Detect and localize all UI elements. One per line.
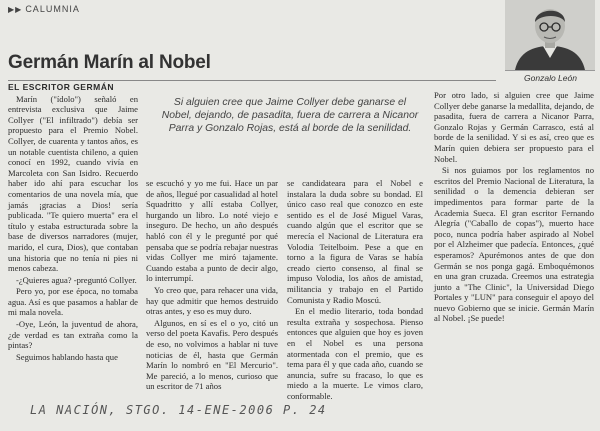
- paragraph: Algunos, en sí es el o yo, citó un verso del poeta Kavafis. Pero después de eso, no volvimos a hablar ni tuve noticias de él, hasta que Germán Marín lo nombró en "El Mercurio". Me pareció, a lo menos, curioso que un escritor de 71 años: [146, 317, 278, 392]
- column-1-opening: [8, 82, 138, 93]
- section-label: CALUMNIA: [25, 4, 80, 14]
- paragraph: Yo creo que, para rehacer una vida, hay que admitir que hemos destruido otras antes, y eso es muy duro.: [146, 284, 278, 317]
- paragraph: Seguimos hablando hasta que: [16, 351, 118, 362]
- author-photo: [505, 0, 595, 71]
- handwritten-source-note: LA NACIÓN, STGO. 14-ENE-2006 P. 24: [30, 403, 327, 417]
- paragraph: Pero yo, por ese época, no tomaba agua. Así es que pasamos a hablar de mi mala novela.: [8, 286, 138, 318]
- paragraph: Por otro lado, si alguien cree que Jaime Collyer debe ganarse la medallita, dejando, de pasadita, fuera de carrera a Nicanor Parra, Gonzalo Rojas y Germán Carrasco, está al borde de la senilidad. Y si es así, creo que es Marín quien debiera ser propuesto para el Nobel.: [434, 90, 594, 164]
- author-name: Gonzalo León: [524, 73, 577, 83]
- article-column-3: [287, 178, 423, 401]
- section-marker-icon: ▶▶: [8, 5, 23, 14]
- article-headline: Germán Marín al Nobel: [8, 52, 211, 73]
- headline-divider: [8, 80, 496, 81]
- paragraph: En el medio literario, toda bondad resulta extraña y sospechosa. Pienso entonces que alguien que hoy es joven en el Nobel es una persona atormentada con el premio, que es tema para él y que cada año, cuando se anuncia, sufre su fracaso, lo que es miedo a la muerte. Le vimos claro, conformable.: [287, 306, 423, 401]
- article-column-1: [8, 82, 138, 394]
- paragraph: se candidateara para el Nobel e instalara la duda sobre su bondad. El único caso real que conozco en este sentido es el de José Miguel Varas, cuando algún que el escritor que se merecía el Nacional de Literatura era Volodia Teitelboim. Pese a que en torno a la figura de Varas se había creado cierto consenso, al final se impuso Volodia, los años de amistad, militancia y trabajo en el Partido Comunista y Radio Moscú.: [287, 178, 423, 305]
- paragraph: -¿Quieres agua? -preguntó Collyer.: [16, 274, 137, 285]
- paragraph: se escuchó y yo me fui. Hace un par de años, llegué por casualidad al hotel Squadritto y allí estaba Collyer, hurgando un libro. Lo noté viejo e inseguro. De hecho, un año después habló con él y le pregunté por qué pensaba que se podría rebajar nuestras vidas Collyer me miró tajamente. Cuando estaba a punto de decir algo, lo interrumpí.: [146, 178, 278, 284]
- article-column-4: [434, 90, 594, 394]
- section-tag: [8, 4, 80, 14]
- article-column-2: [146, 178, 278, 394]
- paragraph: Marín ("ídolo") señaló en entrevista exclusiva que Jaime Collyer ("El infiltrado") debía ser propuesto para el Premio Nobel. Collyer, de cuarenta y tantos años, es un notable cuentista chileno, a quien conocí en 1992, cuando vivía en Marcoleta con San Isidro. Recuerdo haber ido ahí para escuchar los comentarios de una novela mía, que jamás ¡gracias a Dios! sería publicada. "Te quiero muerta" era el título y estaba estructurada sobre la base de diversos narradores (mujer, marido, el cura, Dios), que contaban una historia que no tenía ni pies ni menos cabeza.: [8, 93, 138, 274]
- article-kicker: EL ESCRITOR GERMÁN: [8, 82, 114, 92]
- paragraph: Si nos guiamos por los reglamentos no escritos del Premio Nacional de Literatura, la senilidad o la demencia debieran ser impedimentos para formar parte de la Academia Sueca. El gran escritor Fernando Alegría ("Caballo de copas"), muerto hace poco, nunca podría haber aspirado al Nobel por el Alzheimer que padecía. Entonces, ¿qué esperamos? Apurémonos antes de que don Germán se nos ponga gagá. Emboquémonos en una gran cruzada. Creemos una estrategia junto a "The Clinic", la Universidad Diego Portales y "LUN" para conseguir el apoyo del nuevo Gobierno que se inicie. Germán Marín al Nobel. ¡Se puede!: [434, 165, 594, 324]
- author-portrait-image: [505, 0, 595, 70]
- pull-quote: Si alguien cree que Jaime Collyer debe ganarse el Nobel, dejando, de pasadita, fuera de carrera a Nicanor Parra y Gonzalo Rojas, está al borde de la senilidad.: [161, 97, 419, 134]
- paragraph: -Oye, León, la juventud de ahora, ¿de verdad es tan extraña como la pintas?: [8, 319, 138, 351]
